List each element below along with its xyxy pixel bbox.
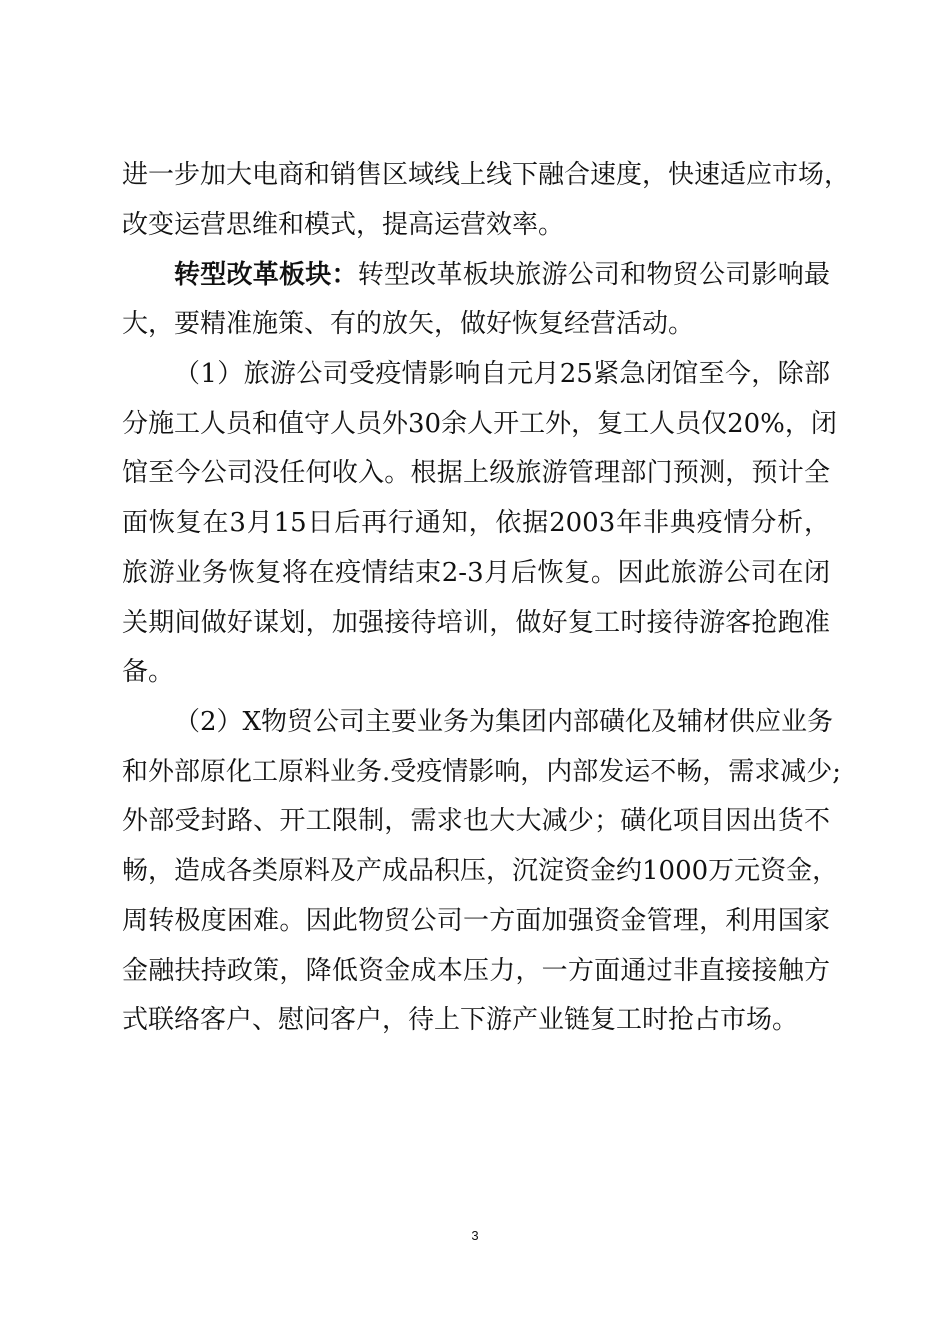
paragraph-line: 外部受封路、开工限制，需求也大大减少；磺化项目因出货不 (122, 806, 830, 836)
paragraph-line: 关期间做好谋划，加强接待培训，做好复工时接待游客抢跑准 (122, 608, 830, 638)
section-heading: 转型改革板块： (174, 260, 358, 290)
paragraph-line: （2）X物贸公司主要业务为集团内部磺化及辅材供应业务 (174, 707, 834, 737)
paragraph-line: 畅，造成各类原料及产成品积压，沉淀资金约1000万元资金， (122, 856, 839, 886)
paragraph-line: 备。 (122, 657, 175, 687)
page-number: 3 (471, 1228, 479, 1243)
paragraph-line: 金融扶持政策，降低资金成本压力，一方面通过非直接接触方 (122, 956, 830, 986)
section-text: 转型改革板块旅游公司和物贸公司影响最 (357, 260, 830, 290)
paragraph-line: 和外部原化工原料业务.受疫情影响，内部发运不畅，需求减少; (122, 757, 842, 787)
paragraph-line: 面恢复在3月15日后再行通知，依据2003年非典疫情分析， (122, 508, 830, 538)
paragraph-line: 旅游业务恢复将在疫情结束2-3月后恢复。因此旅游公司在闭 (122, 558, 830, 588)
paragraph-line: 大，要精准施策、有的放矢，做好恢复经营活动。 (122, 309, 695, 339)
paragraph-line: 进一步加大电商和销售区域线上线下融合速度，快速适应市场， (122, 160, 851, 190)
paragraph-line: 周转极度困难。因此物贸公司一方面加强资金管理，利用国家 (122, 906, 830, 936)
paragraph-line: 改变运营思维和模式，提高运营效率。 (122, 210, 565, 240)
paragraph-line: 式联络客户、慰问客户，待上下游产业链复工时抢占市场。 (122, 1005, 799, 1035)
paragraph-line: 馆至今公司没任何收入。根据上级旅游管理部门预测，预计全 (122, 458, 830, 488)
section-first-line (174, 255, 830, 295)
paragraph-line: （1）旅游公司受疫情影响自元月25紧急闭馆至今，除部 (174, 359, 830, 389)
paragraph-line: 分施工人员和值守人员外30余人开工外，复工人员仅20%，闭 (122, 409, 837, 439)
